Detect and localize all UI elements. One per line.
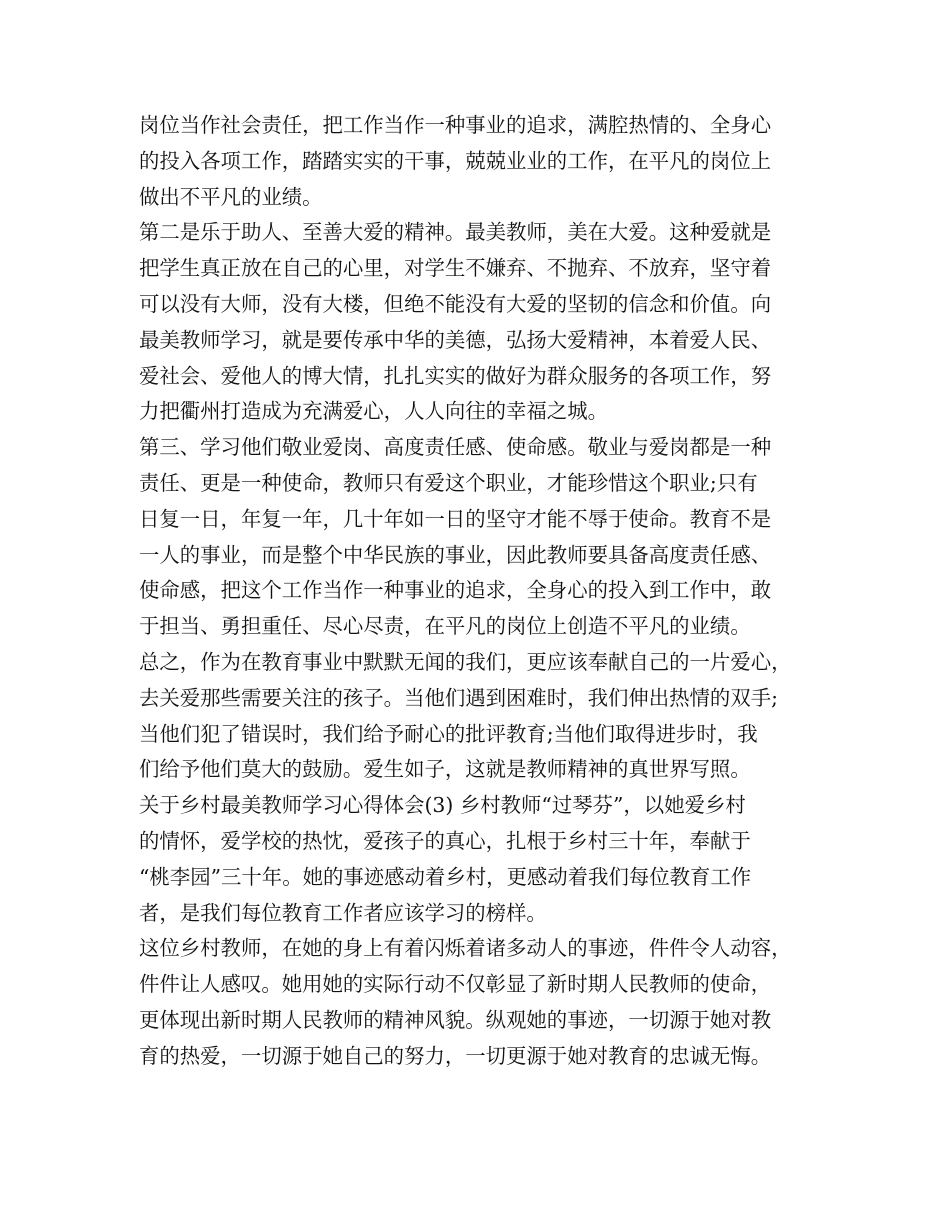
text-line: 的投入各项工作，踏踏实实的干事，兢兢业业的工作，在平凡的岗位上 (139, 148, 772, 173)
text-line: 去关爱那些需要关注的孩子。当他们遇到困难时，我们伸出热情的双手; (139, 685, 778, 710)
text-line: 最美教师学习，就是要传承中华的美德，弘扬大爱精神，本着爱人民、 (139, 327, 772, 352)
text-line: 把学生真正放在自己的心里，对学生不嫌弃、不抛弃、不放弃，坚守着 (139, 256, 772, 281)
text-line: 件件让人感叹。她用她的实际行动不仅彰显了新时期人民教师的使命， (139, 972, 772, 997)
text-line: 岗位当作社会责任，把工作当作一种事业的追求，满腔热情的、全身心 (139, 113, 772, 137)
text-line: 育的热爱，一切源于她自己的努力，一切更源于她对教育的忠诚无悔。 (139, 1043, 772, 1068)
text-line: 使命感，把这个工作当作一种事业的追求，全身心的投入到工作中，敢 (139, 578, 772, 603)
text-line: 更体现出新时期人民教师的精神风貌。纵观她的事迹，一切源于她对教 (139, 1007, 772, 1032)
text-line: 这位乡村教师，在她的身上有着闪烁着诸多动人的事迹，件件令人动容， (139, 936, 792, 961)
text-line: 关于乡村最美教师学习心得体会(3) 乡村教师“过琴芬”，以她爱乡村 (139, 793, 746, 818)
text-line: 第三、学习他们敬业爱岗、高度责任感、使命感。敬业与爱岗都是一种 (139, 435, 772, 460)
text-line: 们给予他们莫大的鼓励。爱生如子，这就是教师精神的真世界写照。 (139, 757, 751, 782)
text-line: “桃李园”三十年。她的事迹感动着乡村，更感动着我们每位教育工作 (139, 864, 752, 889)
text-line: 可以没有大师，没有大楼，但绝不能没有大爱的坚韧的信念和价值。向 (139, 291, 772, 316)
text-line: 做出不平凡的业绩。 (139, 184, 323, 209)
document-body (139, 108, 829, 1075)
text-line: 者，是我们每位教育工作者应该学习的榜样。 (139, 900, 547, 925)
text-line: 爱社会、爱他人的博大情，扎扎实实的做好为群众服务的各项工作，努 (139, 363, 772, 388)
text-line: 第二是乐于助人、至善大爱的精神。最美教师，美在大爱。这种爱就是 (139, 220, 772, 245)
text-line: 总之，作为在教育事业中默默无闻的我们，更应该奉献自己的一片爱心， (139, 649, 792, 674)
text-line: 的情怀，爱学校的热忱，爱孩子的真心，扎根于乡村三十年，奉献于 (139, 828, 751, 853)
text-line: 当他们犯了错误时，我们给予耐心的批评教育;当他们取得进步时，我 (139, 721, 758, 746)
text-line: 责任、更是一种使命，教师只有爱这个职业，才能珍惜这个职业;只有 (139, 470, 758, 495)
text-line: 日复一日，年复一年，几十年如一日的坚守才能不辱于使命。教育不是 (139, 506, 772, 531)
text-line: 一人的事业，而是整个中华民族的事业，因此教师要具备高度责任感、 (139, 542, 772, 567)
text-line: 于担当、勇担重任、尽心尽责，在平凡的岗位上创造不平凡的业绩。 (139, 614, 751, 639)
text-line: 力把衢州打造成为充满爱心，人人向往的幸福之城。 (139, 399, 608, 424)
